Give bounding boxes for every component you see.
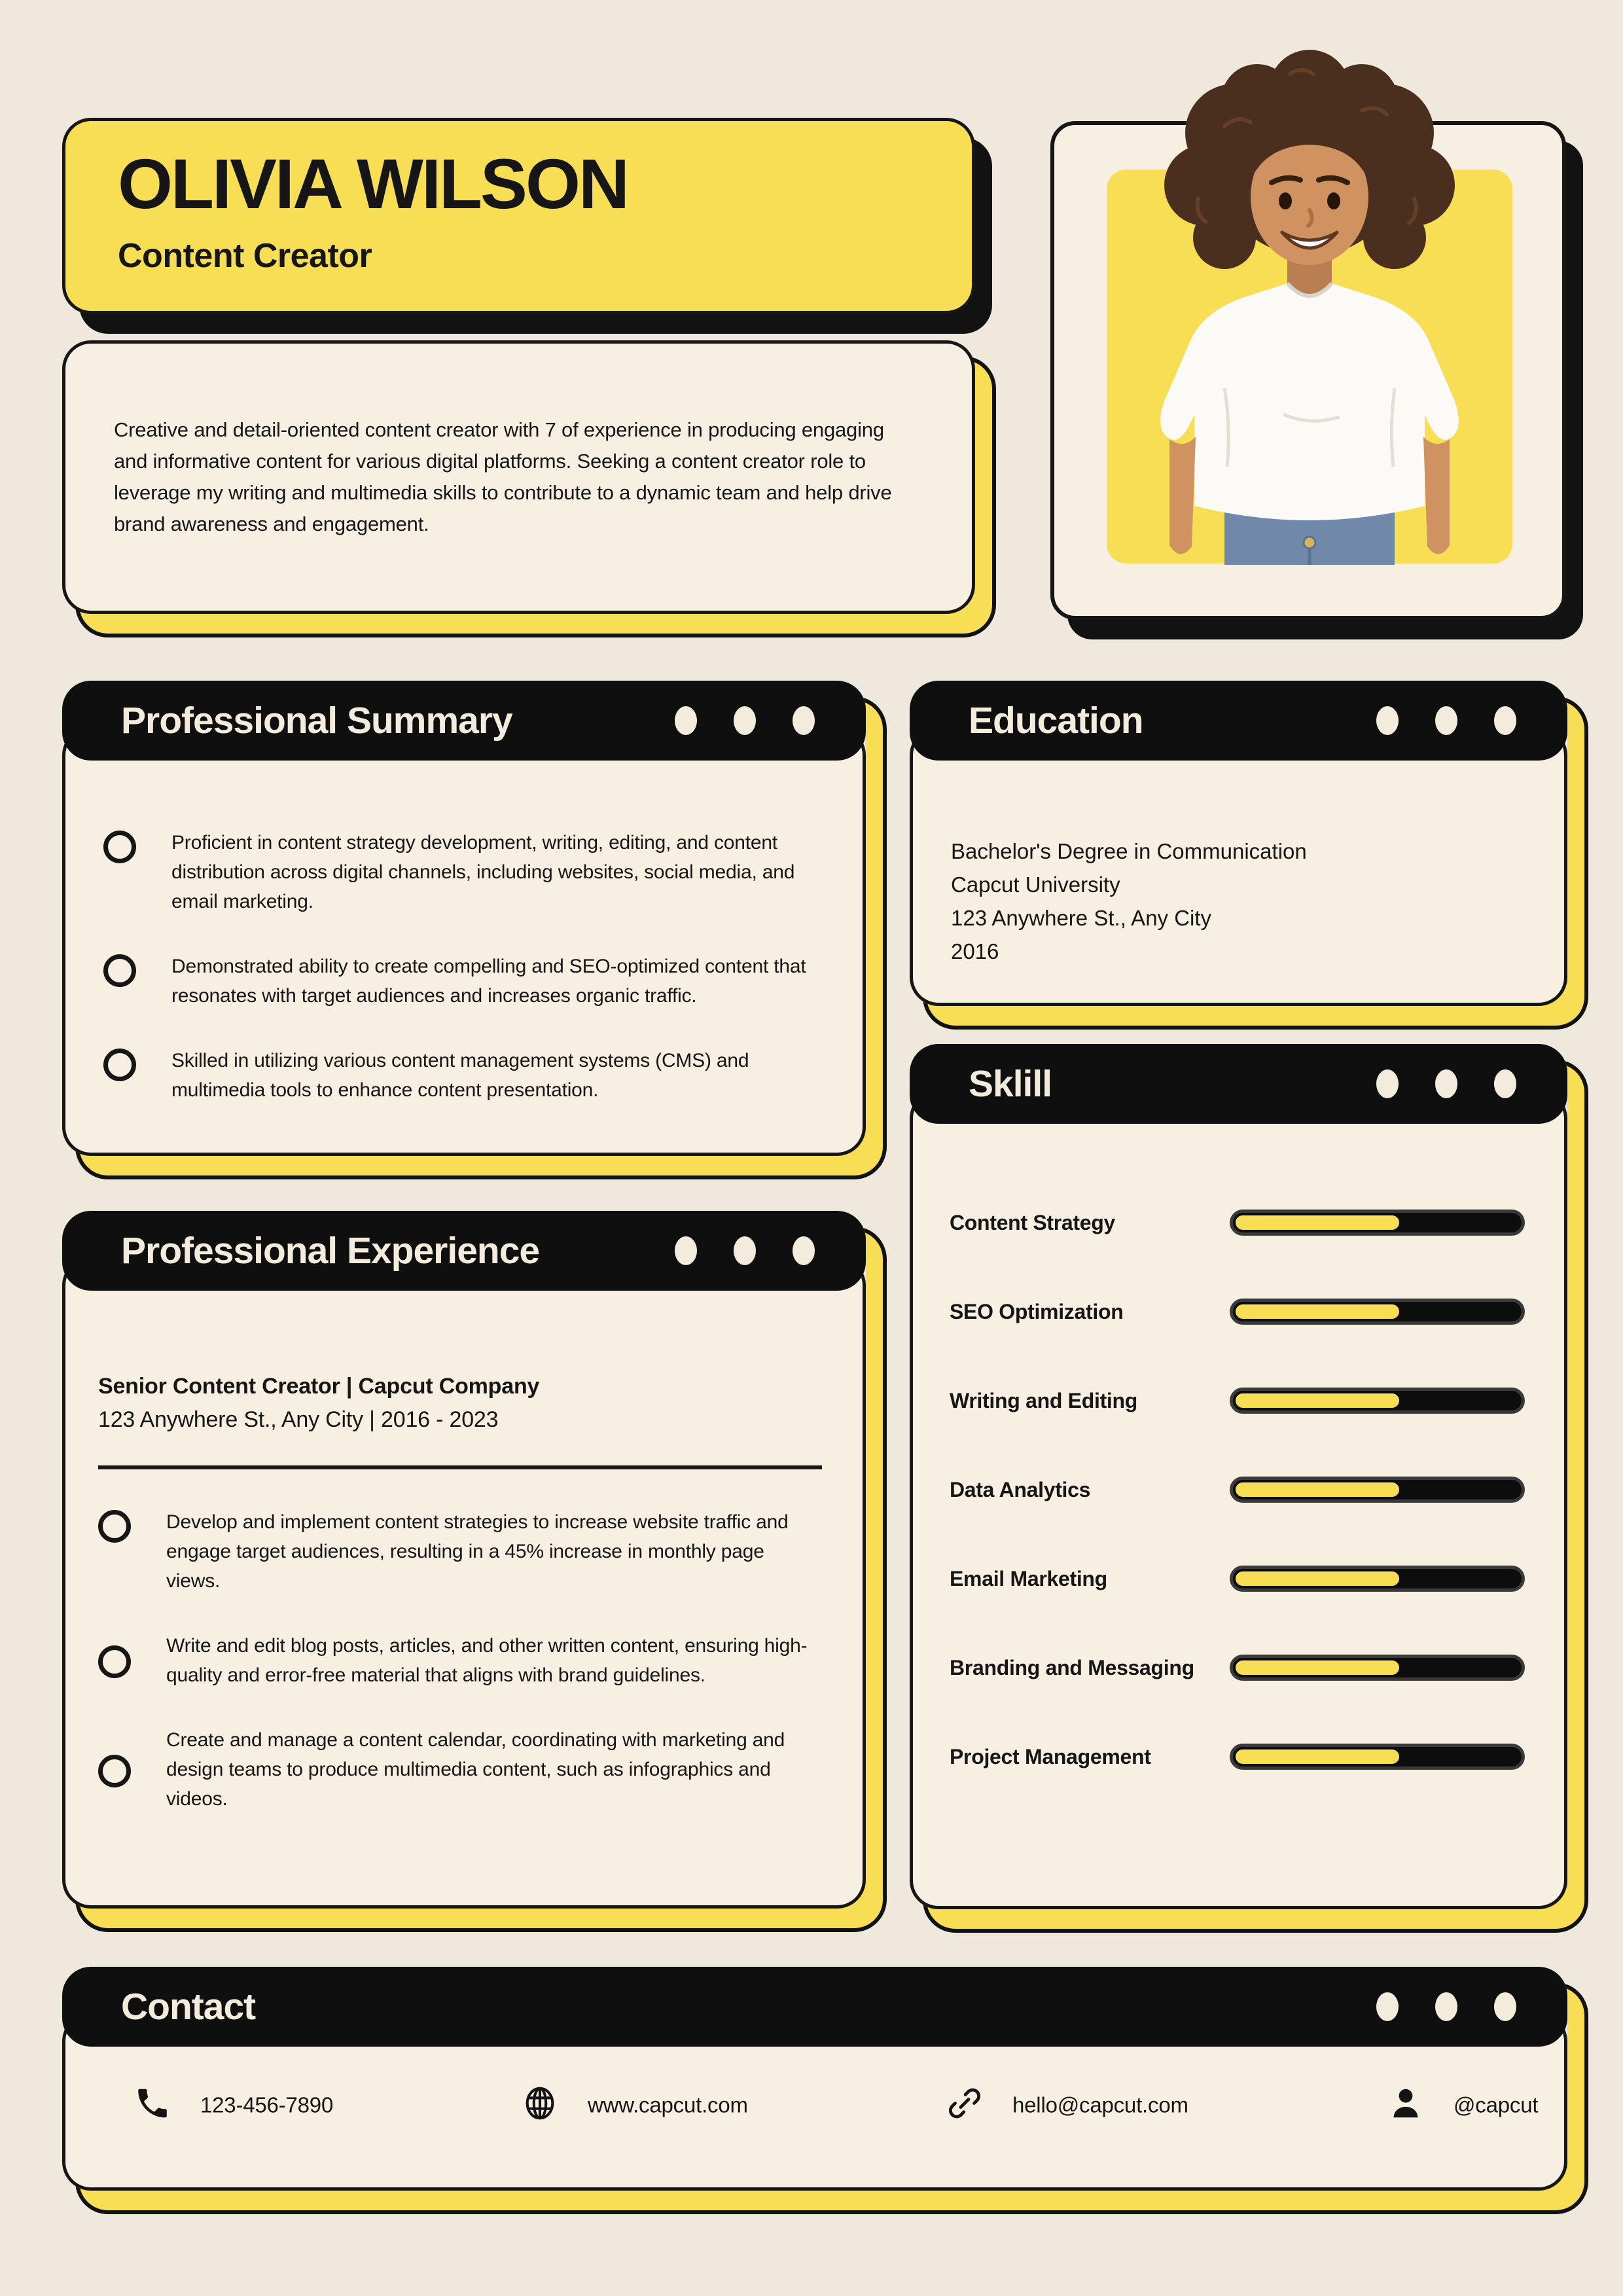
window-dot-icon — [1435, 706, 1457, 735]
contact-card — [62, 1967, 1567, 2191]
skills-list — [913, 1093, 1564, 1770]
section-title: Contact — [121, 1986, 256, 2028]
contact-value: 123-456-7890 — [200, 2092, 334, 2117]
education-header — [910, 681, 1567, 761]
skill-label: SEO Optimization — [950, 1299, 1124, 1323]
education-card — [910, 681, 1567, 1006]
bullet-text: Demonstrated ability to create compelling and SEO-optimized content that resonates with target audiences and increases organic traffic. — [171, 956, 806, 1007]
skill-progress-fill — [1234, 1659, 1401, 1677]
summary-bullet-item — [103, 952, 817, 1011]
skill-label: Email Marketing — [950, 1566, 1107, 1590]
education-line: 123 Anywhere St., Any City — [951, 906, 1212, 931]
contact-header — [62, 1967, 1567, 2047]
phone-icon — [134, 2085, 171, 2126]
education-line: Capcut University — [951, 872, 1120, 897]
bullet-text: Create and manage a content calendar, coordinating with marketing and design teams to produce multimedia content, such as infographics and videos. — [166, 1729, 785, 1810]
window-dots — [675, 1236, 815, 1265]
contact-item-user[interactable] — [1387, 2085, 1538, 2126]
skill-label: Project Management — [950, 1744, 1151, 1768]
professional-summary-header — [62, 681, 866, 761]
section-title: Professional Summary — [121, 700, 512, 742]
window-dot-icon — [1435, 1992, 1457, 2021]
professional-experience-header — [62, 1211, 866, 1291]
skill-row — [950, 1477, 1525, 1503]
profile-photo — [1126, 48, 1493, 565]
contact-item-phone[interactable] — [134, 2085, 333, 2126]
skills-body — [910, 1090, 1567, 1909]
window-dot-icon — [793, 1236, 815, 1265]
skills-card — [910, 1044, 1567, 1909]
divider — [98, 1465, 822, 1469]
window-dot-icon — [734, 1236, 756, 1265]
experience-bullet-item — [98, 1507, 819, 1596]
education-body — [910, 726, 1567, 1006]
skill-row — [950, 1566, 1525, 1592]
education-lines — [913, 730, 1564, 969]
contact-value: www.capcut.com — [588, 2092, 748, 2117]
skill-progress-bar — [1230, 1299, 1525, 1325]
education-line: Bachelor's Degree in Communication — [951, 839, 1307, 863]
window-dot-icon — [1435, 1069, 1457, 1098]
summary-bullet-item — [103, 828, 817, 916]
photo-card — [1050, 121, 1566, 620]
bullet-text: Develop and implement content strategies to increase website traffic and engage target audiences, resulting in a 45% increase in monthly page views. — [166, 1511, 789, 1592]
skill-label: Branding and Messaging — [950, 1655, 1194, 1679]
portrait-illustration — [1160, 50, 1459, 565]
professional-experience-body — [62, 1257, 866, 1909]
window-dot-icon — [1494, 706, 1516, 735]
skill-label: Data Analytics — [950, 1477, 1091, 1501]
contact-value: hello@capcut.com — [1012, 2092, 1188, 2117]
window-dot-icon — [1494, 1069, 1516, 1098]
skill-label: Content Strategy — [950, 1210, 1115, 1234]
window-dot-icon — [675, 1236, 697, 1265]
summary-bullet-item — [103, 1046, 817, 1105]
professional-summary-card — [62, 681, 866, 1156]
education-line: 2016 — [951, 939, 999, 964]
experience-meta: 123 Anywhere St., Any City | 2016 - 2023 — [98, 1407, 499, 1432]
objective-text: Creative and detail-oriented content creator with 7 of experience in producing engaging and informative content for various digital platforms. Seeking a content creator role to leverage my writing and multimedia skills to contribute to a dynamic team and help drive brand awareness and engagement. — [114, 418, 892, 536]
bullet-ring-icon — [98, 1645, 131, 1678]
section-title: Professional Experience — [121, 1230, 540, 1272]
bullet-text: Skilled in utilizing various content management systems (CMS) and multimedia tools to enhance content presentation. — [171, 1050, 749, 1101]
window-dots — [1376, 1992, 1516, 2021]
name-header-card — [62, 118, 975, 314]
skill-progress-bar — [1230, 1744, 1525, 1770]
professional-summary-body — [62, 726, 866, 1156]
window-dots — [1376, 706, 1516, 735]
skills-header — [910, 1044, 1567, 1124]
window-dots — [675, 706, 815, 735]
skill-progress-fill — [1234, 1748, 1401, 1766]
skill-row — [950, 1388, 1525, 1414]
bullet-ring-icon — [103, 1049, 136, 1081]
skill-row — [950, 1744, 1525, 1770]
contact-item-globe[interactable] — [521, 2085, 748, 2126]
bullet-ring-icon — [98, 1510, 131, 1543]
contact-item-link[interactable] — [946, 2085, 1188, 2126]
bullet-ring-icon — [103, 831, 136, 863]
window-dot-icon — [675, 706, 697, 735]
globe-icon — [521, 2085, 559, 2126]
window-dot-icon — [734, 706, 756, 735]
objective-card — [62, 340, 975, 614]
bullet-text: Proficient in content strategy development, writing, editing, and content distribution across digital channels, including websites, social media, and email marketing. — [171, 832, 795, 912]
section-title: Sklill — [969, 1063, 1052, 1105]
skill-progress-fill — [1234, 1480, 1401, 1499]
user-icon — [1387, 2085, 1425, 2126]
skill-progress-bar — [1230, 1566, 1525, 1592]
skill-progress-fill — [1234, 1302, 1401, 1321]
summary-bullet-list — [65, 730, 863, 1105]
job-title: Content Creator — [118, 237, 372, 275]
section-title: Education — [969, 700, 1143, 742]
window-dot-icon — [1494, 1992, 1516, 2021]
skill-progress-fill — [1234, 1213, 1401, 1232]
experience-bullet-list — [98, 1507, 819, 1814]
professional-experience-card — [62, 1211, 866, 1909]
link-icon — [946, 2085, 984, 2126]
window-dot-icon — [1376, 1992, 1399, 2021]
skill-progress-fill — [1234, 1570, 1401, 1588]
experience-bullet-item — [98, 1631, 819, 1690]
window-dots — [1376, 1069, 1516, 1098]
window-dot-icon — [793, 706, 815, 735]
skill-row — [950, 1299, 1525, 1325]
window-dot-icon — [1376, 1069, 1399, 1098]
bullet-ring-icon — [103, 954, 136, 987]
experience-content — [65, 1260, 863, 1814]
skill-row — [950, 1210, 1525, 1236]
skill-progress-bar — [1230, 1655, 1525, 1681]
contact-value: @capcut — [1454, 2092, 1539, 2117]
bullet-ring-icon — [98, 1755, 131, 1787]
skill-progress-fill — [1234, 1391, 1401, 1410]
page-title: OLIVIA WILSON — [118, 144, 628, 223]
window-dot-icon — [1376, 706, 1399, 735]
skill-row — [950, 1655, 1525, 1681]
skill-progress-bar — [1230, 1388, 1525, 1414]
experience-bullet-item — [98, 1725, 819, 1814]
experience-role: Senior Content Creator | Capcut Company — [98, 1374, 540, 1399]
bullet-text: Write and edit blog posts, articles, and other written content, ensuring high-quality and error-free material that aligns with brand guidelines. — [166, 1635, 808, 1686]
skill-progress-bar — [1230, 1210, 1525, 1236]
skill-progress-bar — [1230, 1477, 1525, 1503]
skill-label: Writing and Editing — [950, 1388, 1138, 1412]
